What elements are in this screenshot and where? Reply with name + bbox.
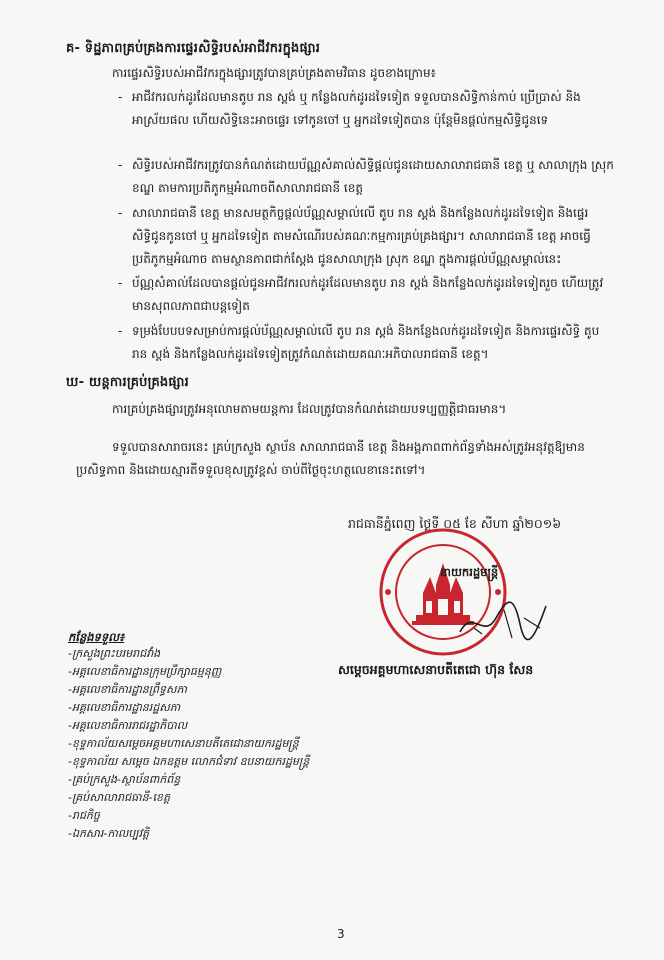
signer-name: សម្តេចអគ្គមហាសេនាបតីតេជោ ហ៊ុន សែន [338,662,534,677]
section-d-body: ការគ្រប់គ្រងផ្សារត្រូវអនុលោមតាមយន្តការ ដែលត្រូវបានកំណត់ដោយបទប្បញ្ញត្តិជាធរមាន។ [112,402,507,416]
bullet-text: អាជីវករលក់ដូរដែលមានតូប រាន ស្តង់ ឬ កន្លែងលក់ដូរដទៃទៀត ទទួលបានសិទ្ធិកាន់កាប់ ប្រើប្រាស់ និងអាស្រ័យផល ហើយសិទ្ធិនេះអាចផ្ទេរ ទៅកូនចៅ ឬ អ្នកដទៃទៀតបាន ប៉ុន្តែមិនផ្តល់កម្មសិទ្ធិជូនទេ [132,90,581,127]
bullet-text: សាលារាជធានី ខេត្ត មានសមត្ថកិច្ចផ្តល់ប័ណ្ណសម្គាល់លើ តូប រាន ស្តង់ និងកន្លែងលក់ដូរដទៃទៀត និងផ្ទេរសិទ្ធិជូនកូនចៅ ឬ អ្នកដទៃទៀត តាមសំណើរបស់គណៈកម្មការគ្រប់គ្រងផ្សារ។ សាលារាជធានី ខេត្ត អាចធ្វើប្រតិភូកម្មអំណាច តាមស្ថានភាពជាក់ស្តែង ជូនសាលាក្រុង ស្រុក ខណ្ឌ ក្នុងការផ្តល់ប័ណ្ណសម្គាល់នេះ [132,206,591,266]
recipient-item: -អគ្គលេខាធិការរាជរដ្ឋាភិបាល [68,719,188,732]
bullet-dash: - [118,158,123,172]
signature-title: នាយករដ្ឋមន្ត្រី [440,565,499,579]
section-d-heading: ឃ- យន្តការគ្រប់គ្រងផ្សារ [66,375,189,390]
recipient-item: -អគ្គលេខាធិការដ្ឋានក្រុមប្រឹក្សាធម្មនុញ្ញ [68,665,222,678]
bullet-text: ទម្រង់បែបបទសម្រាប់ការផ្តល់ប័ណ្ណសម្គាល់លើ តូប រាន ស្តង់ និងកន្លែងលក់ដូរដទៃទៀត និងការផ្ទេរសិទ្ធិ តូប រាន ស្តង់ និងកន្លែងលក់ដូរដទៃទៀតត្រូវកំណត់ដោយគណៈអភិបាលរាជធានី ខេត្ត។ [132,324,600,361]
bullet-text: សិទ្ធិរបស់អាជីវករត្រូវបានកំណត់ដោយប័ណ្ណសំគាល់សិទ្ធិផ្តល់ជូនដោយសាលារាជធានី ខេត្ត ឬ សាលាក្រុង ស្រុក ខណ្ឌ តាមការប្រតិភូកម្មអំណាចពីសាលារាជធានី ខេត្ត [132,158,614,195]
bullet-item [118,86,616,154]
closing-paragraph: ទទួលបានសារាចរនេះ គ្រប់ក្រសួង ស្ថាប័ន សាលារាជធានី ខេត្ត និងអង្គភាពពាក់ព័ន្ធទាំងអស់ត្រូវអនុវត្តឱ្យមានប្រសិទ្ធភាព និងដោយស្មារតីទទួលខុសត្រូវខ្ពស់ ចាប់ពីថ្ងៃចុះហត្ថលេខានេះតទៅ។ [76,440,585,477]
bullet-dash: - [118,206,123,220]
recipient-item: -រាជកិច្ច [68,809,100,822]
recipient-item: -អគ្គលេខាធិការដ្ឋានរដ្ឋសភា [68,701,181,714]
bullet-item [118,272,616,318]
bullet-item [118,202,616,270]
bullet-dash: - [118,276,123,290]
recipient-item: -ឯកសារ-កាលប្បវត្តិ [68,827,150,840]
recipient-item: -ក្រសួងព្រះបរមរាជវាំង [68,647,161,660]
section-c-intro: ការផ្ទេរសិទ្ធិរបស់អាជីវករក្នុងផ្សារត្រូវបានគ្រប់គ្រងតាមវិធាន ដូចខាងក្រោម៖ [112,66,436,80]
page-number: 3 [337,927,345,941]
bullet-item [118,320,616,366]
recipient-item: -ខុទ្ទកាល័យសម្តេចអគ្គមហាសេនាបតីតេជោនាយករដ្ឋមន្ត្រី [68,737,299,750]
recipients-title: កន្លែងទទួល៖ [68,630,125,644]
section-c-heading: គ- ទិដ្ឋភាពគ្រប់គ្រងការផ្ទេរសិទ្ធិរបស់អាជីវករក្នុងផ្សារ [66,41,321,56]
recipient-item: -គ្រប់ក្រសួង-ស្ថាប័នពាក់ព័ន្ធ [68,773,181,786]
bullet-item [118,154,616,200]
handwritten-signature [454,588,554,648]
recipient-item: -គ្រប់សាលារាជធានី-ខេត្ត [68,791,170,804]
bullet-text: ប័ណ្ណសំគាល់ដែលបានផ្តល់ជូនអាជីវករលក់ដូរដែលមានតូប រាន ស្តង់ និងកន្លែងលក់ដូរដទៃទៀតរួច ហើយត្រូវមានសុពលភាពជាបន្តទៀត [132,276,604,313]
recipient-item: -អគ្គលេខាធិការដ្ឋានព្រឹទ្ធសភា [68,683,187,696]
recipient-item: -ខុទ្ទកាល័យ សម្តេច ឯកឧត្តម លោកជំទាវ ឧបនាយករដ្ឋមន្ត្រី [68,755,310,768]
bullet-dash: - [118,324,123,338]
date-line: រាជធានីភ្នំពេញ ថ្ងៃទី ០៥ ខែ សីហា ឆ្នាំ២០១៦ [348,516,562,531]
bullet-dash: - [118,90,123,104]
